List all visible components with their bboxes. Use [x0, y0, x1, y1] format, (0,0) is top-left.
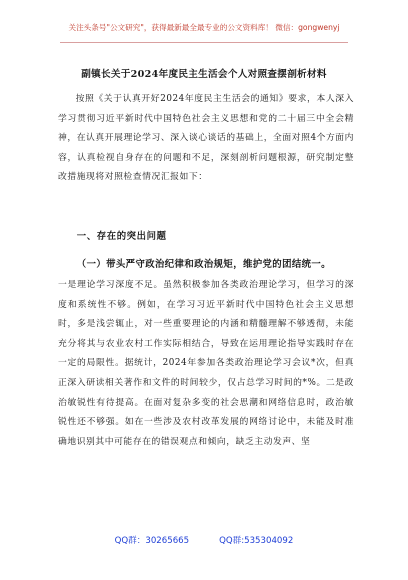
header-divider [60, 42, 348, 43]
footer-qq-group-2: QQ群:535304092 [219, 536, 294, 546]
intro-paragraph: 按照《关于认真开好2024年度民主生活会的通知》要求，本人深入学习贯彻习近平新时代中国特色社会主义思想和党的二十届三中全会精神，在认真开展理论学习、深入谈心谈话的基础上，全面对照4个方面内容，认真检视自身存在的问题和不足，深刻剖析问题根源，研究制定整改措施现将对照检查情况汇报如下： [58, 94, 354, 183]
body-paragraph: 一是理论学习深度不足。虽然积极参加各类政治理论学习，但学习的深度和系统性不够。例如，在学习习近平新时代中国特色社会主义思想时，多是浅尝辄止，对一些重要理论的内涵和精髓理解不够透彻，未能充分将其与农业农村工作实际相结合，导致在运用理论指导实践时存在一定的局限性。据统计，2024年参加各类政治理论学习会议*次，但真正深入研读相关著作和文件的时间较少，仅占总学习时间的*%。二是政治敏锐性有待提高。在面对复杂多变的社会思潮和网络信息时，政治敏锐性还不够强。如在一些涉及农村改革发展的网络讨论中，未能及时准确地识别其中可能存在的错误观点和倾向，缺乏主动发声、坚 [58, 280, 354, 447]
footer-contact [40, 534, 368, 546]
document-title: 副镇长关于2024年度民主生活会个人对照查摆剖析材料 [81, 69, 327, 80]
subsection-heading: （一）带头严守政治纪律和政治规矩，维护党的团结统一。 [76, 259, 331, 270]
footer-qq-group-1: QQ群：30265665 [114, 536, 190, 546]
section-heading: 一、存在的突出问题 [76, 231, 167, 242]
header-banner: 关注头条号"公文研究"，获得最新最全最专业的公文资料库！ 微信：gongwenyj [68, 23, 340, 32]
